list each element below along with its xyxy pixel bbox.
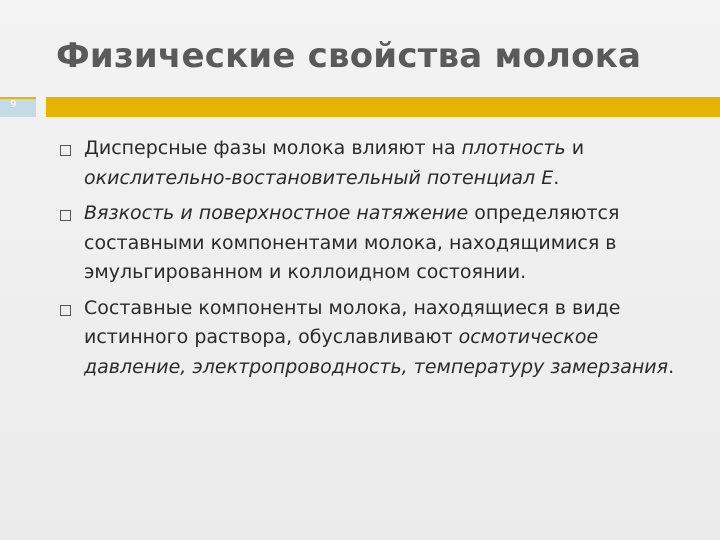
text-italic: Вязкость и поверхностное натяжение <box>84 202 469 224</box>
text-italic: плотность <box>461 137 566 159</box>
text: . <box>668 355 675 378</box>
slide-number: 9 <box>10 99 17 110</box>
list-item <box>60 134 700 193</box>
accent-bar <box>46 97 720 117</box>
bullet-list <box>60 134 700 388</box>
text: определяются составными компонентами молока, находящимися в эмульгированном и коллоидном состоянии. <box>84 202 620 283</box>
accent-line <box>0 97 36 99</box>
text-italic: окислительно-востановительный потенциал Е <box>84 166 554 189</box>
list-item <box>60 199 700 288</box>
text: . <box>553 166 560 189</box>
slide-title: Физические свойства молока <box>56 36 642 76</box>
square-bullet-icon <box>60 210 71 221</box>
list-item <box>60 294 700 383</box>
text-italic: осмотическое давление, электропроводность, температуру замерзания <box>84 326 669 378</box>
text: Составные компоненты молока, находящиеся в виде истинного раствора, обуславливают <box>84 296 621 348</box>
title-rule <box>0 97 720 117</box>
square-bullet-icon <box>60 305 71 316</box>
slide-number-box <box>0 97 36 117</box>
square-bullet-icon <box>60 145 71 156</box>
text: Дисперсные фазы молока влияют на <box>84 137 462 159</box>
text: и <box>565 137 585 159</box>
